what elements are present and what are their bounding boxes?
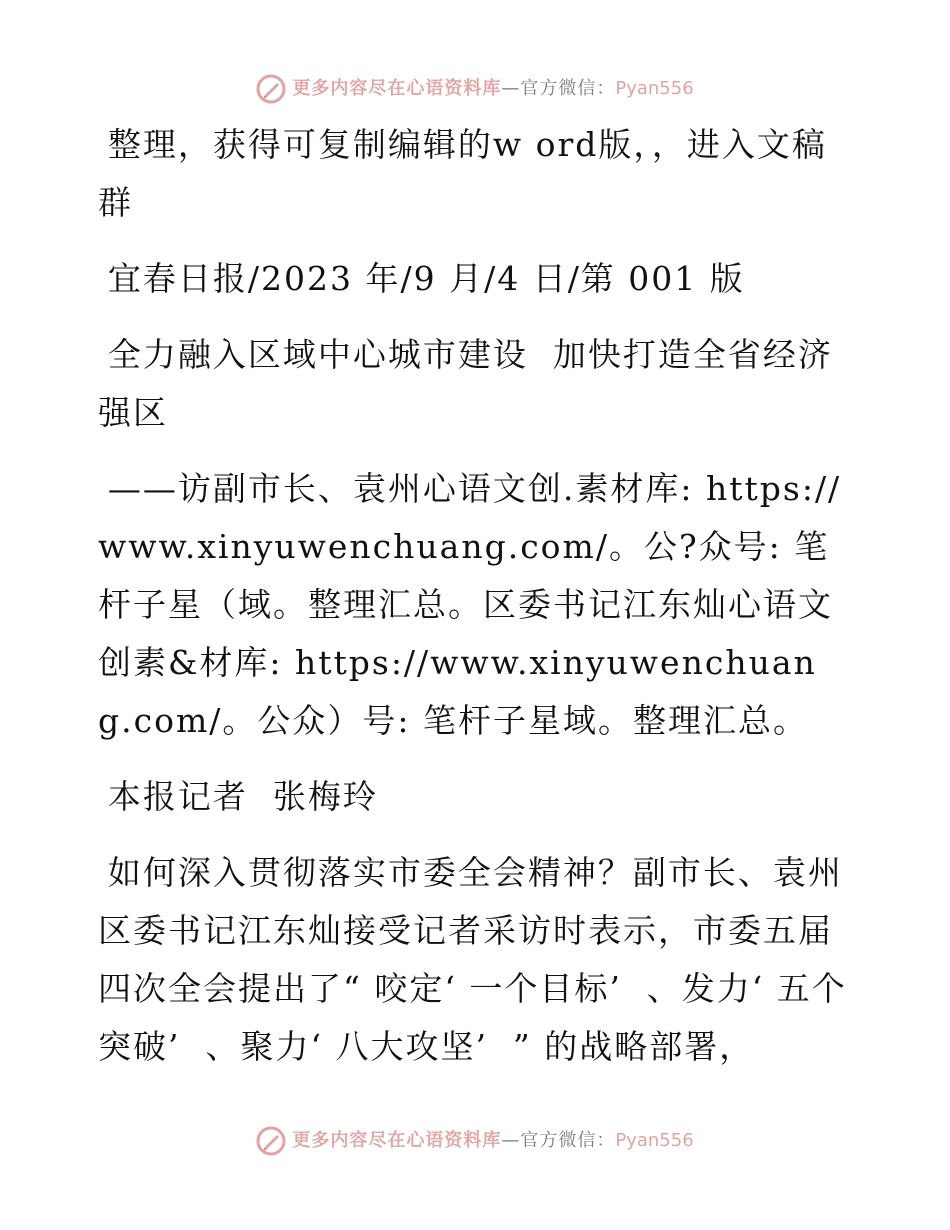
- quill-logo-icon: [256, 74, 286, 104]
- intro-paragraph: 整理，获得可复制编辑的w ord版，，进入文稿群: [98, 125, 827, 222]
- banner-main-text: 更多内容尽在心语资料库: [292, 78, 502, 99]
- article-subtitle: ——访副市长、袁州心语文创.素材库: https://www.xinyuwenchuang.com/。公?众号: 笔杆子星（域。整理汇总。区委书记江东灿心语文创素&材库: https://www.xinyuwenchuang.com/。公众）号: 笔杆子星域。整理汇总。: [98, 469, 842, 740]
- quill-logo-icon: [256, 1126, 286, 1156]
- article-title: 全力融入区域中心城市建设 加快打造全省经济强区: [98, 335, 833, 432]
- source-line: 宜春日报/2023 年/9 月/4 日/第 001 版: [107, 259, 745, 298]
- document-body: [98, 116, 850, 1094]
- byline: 本报记者 张梅玲: [107, 777, 378, 816]
- banner-sub-text: —官方微信：: [501, 1130, 616, 1151]
- footer-watermark-banner: [0, 1126, 950, 1156]
- banner-sub-text: —官方微信：: [501, 78, 616, 99]
- header-watermark-banner: [0, 74, 950, 104]
- banner-wechat-id: Pyan556: [615, 1130, 694, 1151]
- banner-wechat-id: Pyan556: [615, 78, 694, 99]
- banner-main-text: 更多内容尽在心语资料库: [292, 1130, 502, 1151]
- body-paragraph: 如何深入贯彻落实市委全会精神？副市长、袁州区委书记江东灿接受记者采访时表示，市委五届四次全会提出了“ 咬定‘ 一个目标’ 、发力‘ 五个突破’ 、聚力‘ 八大攻坚’ ” 的战略部署，: [98, 853, 847, 1066]
